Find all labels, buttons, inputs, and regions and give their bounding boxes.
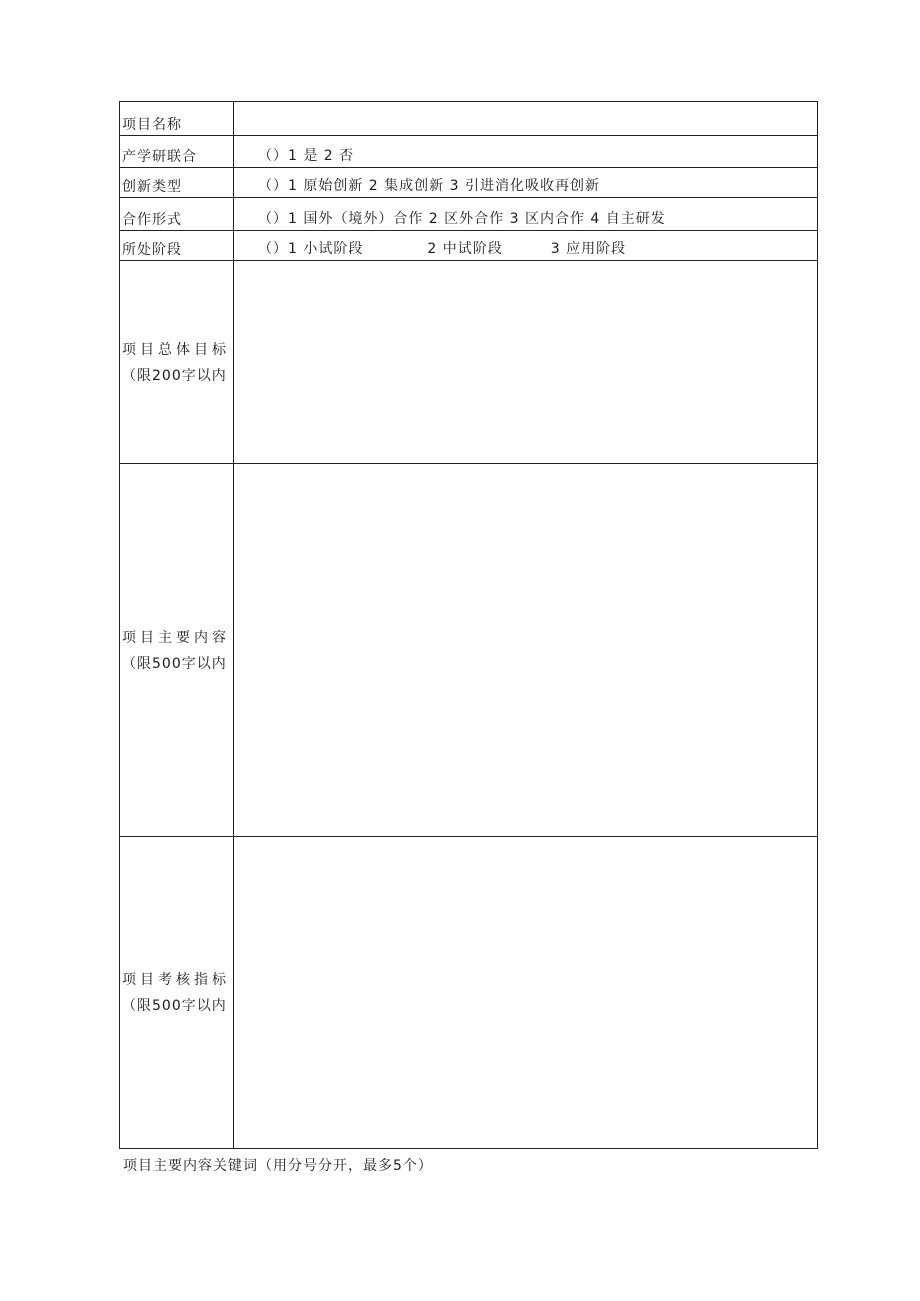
row-innovation-type xyxy=(120,168,818,198)
label-innovation-type: 创新类型 xyxy=(120,168,234,198)
label-stage: 所处阶段 xyxy=(120,231,234,261)
field-overall-goal[interactable] xyxy=(234,261,818,464)
label-cooperation-form: 合作形式 xyxy=(120,198,234,231)
keywords-label: 项目主要内容关键词（用分号分开，最多5个） xyxy=(123,1158,433,1174)
project-application-form xyxy=(119,101,818,1149)
assessment-title: 项目考核指标 xyxy=(122,972,230,988)
label-assessment xyxy=(120,837,234,1149)
field-cooperation-form[interactable]: （）1 国外（境外）合作 2 区外合作 3 区内合作 4 自主研发 xyxy=(234,198,818,231)
label-industry-research: 产学研联合 xyxy=(120,136,234,168)
main-content-limit: （限500字以内 xyxy=(122,655,227,672)
row-assessment xyxy=(120,837,818,1149)
row-main-content xyxy=(120,464,818,837)
row-industry-research xyxy=(120,136,818,168)
overall-goal-title: 项目总体目标 xyxy=(122,341,230,358)
assessment-limit: （限500字以内 xyxy=(122,998,227,1014)
main-content-title: 项目主要内容 xyxy=(122,629,230,646)
row-overall-goal xyxy=(120,261,818,464)
field-project-name[interactable] xyxy=(234,102,818,136)
label-overall-goal xyxy=(120,261,234,464)
stage-option-2[interactable]: 2 中试阶段 xyxy=(427,241,503,257)
field-stage[interactable] xyxy=(234,231,818,261)
field-industry-research[interactable]: （）1 是 2 否 xyxy=(234,136,818,168)
field-main-content[interactable] xyxy=(234,464,818,837)
overall-goal-limit: （限200字以内 xyxy=(122,367,227,384)
row-stage xyxy=(120,231,818,261)
label-main-content xyxy=(120,464,234,837)
field-innovation-type[interactable]: （）1 原始创新 2 集成创新 3 引进消化吸收再创新 xyxy=(234,168,818,198)
stage-option-1[interactable]: （）1 小试阶段 xyxy=(258,241,364,257)
stage-option-3[interactable]: 3 应用阶段 xyxy=(550,241,627,257)
label-project-name: 项目名称 xyxy=(120,102,234,136)
field-assessment[interactable] xyxy=(234,837,818,1149)
row-project-name xyxy=(120,102,818,136)
row-cooperation-form xyxy=(120,198,818,231)
